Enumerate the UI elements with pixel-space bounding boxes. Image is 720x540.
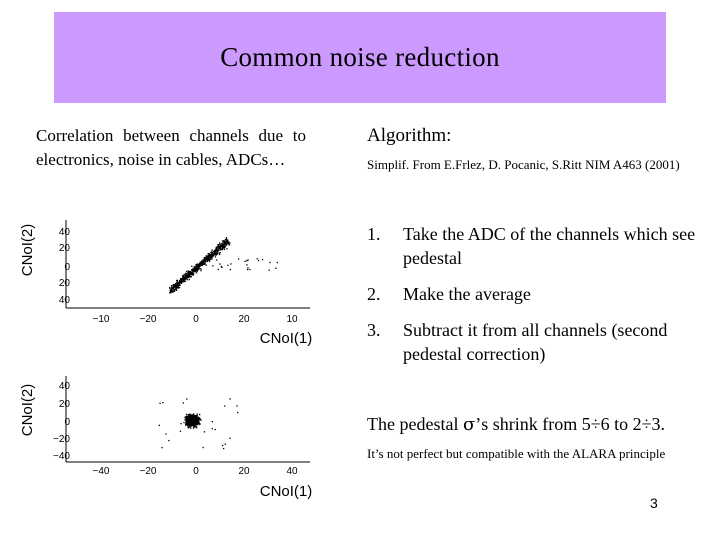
scatter-point: [192, 421, 193, 422]
scatter-point: [186, 423, 187, 424]
scatter-point: [187, 419, 188, 420]
scatter-point: [180, 431, 181, 432]
scatter-points: [159, 398, 239, 449]
scatter-point: [219, 242, 220, 243]
scatter-point: [193, 270, 194, 271]
scatter-point: [245, 261, 246, 262]
sigma-symbol: σ: [462, 414, 476, 435]
scatter-point: [185, 273, 186, 274]
scatter-point: [196, 420, 197, 421]
scatter-point: [211, 253, 212, 254]
scatter-point: [195, 270, 196, 271]
scatter-point: [186, 398, 187, 399]
scatter-point: [219, 247, 220, 248]
result-prefix: The pedestal: [367, 414, 463, 434]
scatter-point: [196, 271, 197, 272]
scatter-point: [205, 260, 206, 261]
scatter-point: [212, 255, 213, 256]
scatter-point: [191, 424, 192, 425]
scatter-point: [188, 418, 189, 419]
scatter-point: [222, 242, 223, 243]
scatter-point: [181, 279, 182, 280]
scatter-point: [183, 278, 184, 279]
scatter-point: [225, 444, 226, 445]
scatter-point: [224, 249, 225, 250]
scatter-point: [224, 246, 225, 247]
y-tick-label: −40: [53, 451, 70, 462]
correlation-plot-after: [8, 368, 318, 528]
scatter-point: [222, 247, 223, 248]
scatter-point: [198, 417, 199, 418]
scatter-point: [219, 254, 220, 255]
scatter-point: [197, 267, 198, 268]
algorithm-heading: Algorithm:: [367, 125, 452, 146]
step-text: Make the average: [403, 284, 531, 304]
scatter-point: [203, 261, 204, 262]
scatter-point: [199, 414, 200, 415]
scatter-point: [171, 285, 172, 286]
scatter-point: [188, 275, 189, 276]
scatter-point: [183, 276, 184, 277]
scatter-point: [188, 417, 189, 418]
scatter-point: [196, 422, 197, 423]
scatter-point: [189, 279, 190, 280]
x-tick-label: 40: [286, 466, 298, 477]
scatter-point: [196, 268, 197, 269]
scatter-point: [192, 274, 193, 275]
scatter-point: [173, 284, 174, 285]
y-tick-label: 40: [58, 295, 70, 306]
correlation-plot-before: [8, 208, 318, 368]
scatter-point: [196, 424, 197, 425]
scatter-plot-after: [8, 368, 318, 528]
scatter-point: [201, 262, 202, 263]
scatter-point: [184, 275, 185, 276]
scatter-point: [188, 427, 189, 428]
algorithm-step: [367, 222, 712, 270]
scatter-point: [220, 252, 221, 253]
page-number: 3: [650, 495, 658, 511]
scatter-point: [203, 263, 204, 264]
scatter-point: [207, 258, 208, 259]
scatter-point: [214, 252, 215, 253]
scatter-point: [217, 246, 218, 247]
scatter-point: [236, 405, 237, 406]
scatter-point: [186, 414, 187, 415]
scatter-point: [210, 255, 211, 256]
scatter-point: [249, 269, 250, 270]
scatter-point: [215, 429, 216, 430]
scatter-point: [177, 287, 178, 288]
scatter-point: [188, 272, 189, 273]
scatter-points: [169, 237, 278, 294]
x-tick-label: −40: [92, 466, 110, 477]
scatter-point: [199, 266, 200, 267]
scatter-point: [227, 265, 228, 266]
scatter-point: [223, 240, 224, 241]
x-tick-label: 0: [193, 314, 199, 325]
title-banner: [54, 12, 666, 103]
scatter-point: [218, 250, 219, 251]
scatter-point: [193, 415, 194, 416]
scatter-point: [179, 282, 180, 283]
y-tick-label: 40: [58, 227, 70, 238]
scatter-point: [222, 246, 223, 247]
scatter-point: [269, 262, 270, 263]
scatter-point: [197, 424, 198, 425]
scatter-point: [226, 248, 227, 249]
scatter-point: [215, 255, 216, 256]
correlation-description: Correlation between channels due to electronics, noise in cables, ADCs…: [36, 126, 306, 169]
scatter-point: [185, 419, 186, 420]
scatter-point: [187, 272, 188, 273]
scatter-point: [198, 264, 199, 265]
scatter-point: [185, 276, 186, 277]
scatter-point: [194, 419, 195, 420]
scatter-point: [185, 417, 186, 418]
scatter-point: [201, 260, 202, 261]
scatter-point: [171, 289, 172, 290]
scatter-point: [212, 428, 213, 429]
algorithm-step: [367, 318, 712, 366]
scatter-point: [226, 241, 227, 242]
slide-title: Common noise reduction: [220, 42, 500, 72]
scatter-point: [229, 438, 230, 439]
x-axis-label: CNoI(1): [259, 330, 313, 347]
scatter-point: [218, 269, 219, 270]
scatter-point: [247, 269, 248, 270]
scatter-point: [212, 265, 213, 266]
scatter-point: [192, 425, 193, 426]
scatter-point: [190, 424, 191, 425]
scatter-point: [197, 415, 198, 416]
scatter-point: [177, 281, 178, 282]
pedestal-result: [367, 414, 665, 435]
y-tick-label: 40: [58, 381, 70, 392]
scatter-plot-before: [8, 208, 318, 368]
scatter-point: [185, 281, 186, 282]
scatter-point: [215, 251, 216, 252]
scatter-point: [226, 237, 227, 238]
scatter-point: [172, 290, 173, 291]
scatter-point: [223, 448, 224, 449]
scatter-point: [173, 287, 174, 288]
alara-note: It’s not perfect but compatible with the ALARA principle: [367, 446, 666, 461]
scatter-point: [162, 402, 163, 403]
scatter-point: [193, 416, 194, 417]
scatter-point: [277, 262, 278, 263]
scatter-point: [211, 257, 212, 258]
scatter-point: [275, 268, 276, 269]
scatter-point: [197, 414, 198, 415]
algorithm-steps: [367, 222, 712, 378]
y-tick-label: −20: [53, 434, 70, 445]
scatter-point: [217, 244, 218, 245]
scatter-point: [199, 263, 200, 264]
scatter-point: [183, 279, 184, 280]
scatter-point: [191, 269, 192, 270]
scatter-point: [176, 286, 177, 287]
scatter-point: [193, 425, 194, 426]
y-axis-label: CNoI(2): [19, 383, 36, 437]
scatter-point: [229, 398, 230, 399]
scatter-point: [191, 266, 192, 267]
scatter-point: [183, 402, 184, 403]
scatter-point: [230, 269, 231, 270]
x-tick-label: 10: [286, 314, 298, 325]
scatter-point: [191, 419, 192, 420]
y-tick-label: 20: [58, 278, 70, 289]
scatter-point: [222, 445, 223, 446]
scatter-point: [180, 280, 181, 281]
scatter-point: [257, 258, 258, 259]
scatter-point: [196, 272, 197, 273]
scatter-point: [190, 273, 191, 274]
scatter-point: [216, 251, 217, 252]
scatter-point: [188, 424, 189, 425]
scatter-point: [200, 270, 201, 271]
scatter-point: [201, 263, 202, 264]
scatter-point: [269, 270, 270, 271]
scatter-point: [171, 290, 172, 291]
x-axis-label: CNoI(1): [259, 483, 313, 500]
result-suffix: ’s shrink from 5÷6 to 2÷3.: [475, 414, 666, 434]
y-tick-label: 0: [64, 417, 70, 428]
x-tick-label: 20: [238, 314, 250, 325]
scatter-point: [165, 433, 166, 434]
scatter-point: [225, 243, 226, 244]
scatter-point: [227, 240, 228, 241]
scatter-point: [206, 264, 207, 265]
scatter-point: [216, 259, 217, 260]
scatter-point: [209, 259, 210, 260]
scatter-point: [205, 261, 206, 262]
scatter-point: [186, 271, 187, 272]
scatter-point: [190, 420, 191, 421]
scatter-point: [219, 263, 220, 264]
scatter-point: [230, 263, 231, 264]
scatter-point: [176, 284, 177, 285]
x-tick-label: −10: [92, 314, 110, 325]
scatter-point: [200, 262, 201, 263]
scatter-point: [262, 259, 263, 260]
scatter-point: [178, 286, 179, 287]
scatter-point: [209, 256, 210, 257]
y-tick-label: 20: [58, 243, 70, 254]
scatter-point: [200, 268, 201, 269]
y-tick-label: 0: [64, 262, 70, 273]
scatter-point: [199, 424, 200, 425]
scatter-point: [247, 267, 248, 268]
scatter-point: [174, 291, 175, 292]
scatter-point: [202, 259, 203, 260]
scatter-point: [168, 440, 169, 441]
step-number: 2.: [367, 284, 381, 304]
scatter-point: [220, 249, 221, 250]
scatter-point: [237, 412, 238, 413]
scatter-point: [185, 278, 186, 279]
scatter-point: [215, 249, 216, 250]
scatter-point: [180, 278, 181, 279]
scatter-point: [196, 417, 197, 418]
scatter-point: [191, 415, 192, 416]
scatter-point: [225, 239, 226, 240]
algorithm-step: [367, 282, 712, 306]
y-axis-label: CNoI(2): [19, 223, 36, 277]
scatter-point: [190, 276, 191, 277]
scatter-point: [215, 256, 216, 257]
scatter-point: [186, 421, 187, 422]
scatter-point: [189, 416, 190, 417]
step-text: Take the ADC of the channels which see pedestal: [403, 224, 696, 268]
x-tick-label: −20: [139, 314, 157, 325]
scatter-point: [258, 260, 259, 261]
scatter-point: [183, 422, 184, 423]
scatter-point: [159, 425, 160, 426]
scatter-point: [229, 244, 230, 245]
step-number: 1.: [367, 224, 381, 244]
scatter-point: [182, 281, 183, 282]
scatter-point: [246, 264, 247, 265]
scatter-point: [161, 447, 162, 448]
scatter-point: [222, 249, 223, 250]
scatter-point: [192, 420, 193, 421]
scatter-point: [188, 422, 189, 423]
scatter-point: [169, 288, 170, 289]
scatter-point: [199, 419, 200, 420]
scatter-point: [204, 431, 205, 432]
step-text: Subtract it from all channels (second pedestal correction): [403, 320, 668, 364]
scatter-point: [217, 250, 218, 251]
scatter-point: [198, 421, 199, 422]
scatter-point: [200, 263, 201, 264]
scatter-point: [226, 243, 227, 244]
scatter-point: [217, 253, 218, 254]
scatter-point: [224, 405, 225, 406]
scatter-point: [222, 244, 223, 245]
x-tick-label: 20: [238, 466, 250, 477]
scatter-point: [176, 290, 177, 291]
scatter-point: [215, 247, 216, 248]
scatter-point: [247, 259, 248, 260]
scatter-point: [204, 258, 205, 259]
scatter-point: [193, 428, 194, 429]
citation: Simplif. From E.Frlez, D. Pocanic, S.Ritt NIM A463 (2001): [367, 157, 680, 172]
scatter-point: [159, 403, 160, 404]
step-number: 3.: [367, 320, 381, 340]
scatter-point: [221, 266, 222, 267]
y-tick-label: 20: [58, 399, 70, 410]
scatter-point: [191, 416, 192, 417]
scatter-point: [170, 290, 171, 291]
scatter-point: [218, 244, 219, 245]
scatter-point: [183, 281, 184, 282]
scatter-point: [212, 250, 213, 251]
x-tick-label: 0: [193, 466, 199, 477]
x-tick-label: −20: [139, 466, 157, 477]
scatter-point: [220, 246, 221, 247]
scatter-point: [203, 447, 204, 448]
scatter-point: [180, 423, 181, 424]
scatter-point: [190, 271, 191, 272]
scatter-point: [190, 428, 191, 429]
scatter-point: [188, 414, 189, 415]
scatter-point: [195, 266, 196, 267]
scatter-point: [193, 422, 194, 423]
scatter-point: [224, 244, 225, 245]
scatter-point: [169, 292, 170, 293]
scatter-point: [205, 257, 206, 258]
scatter-point: [177, 283, 178, 284]
scatter-point: [212, 421, 213, 422]
scatter-point: [238, 258, 239, 259]
scatter-point: [187, 279, 188, 280]
scatter-point: [196, 427, 197, 428]
